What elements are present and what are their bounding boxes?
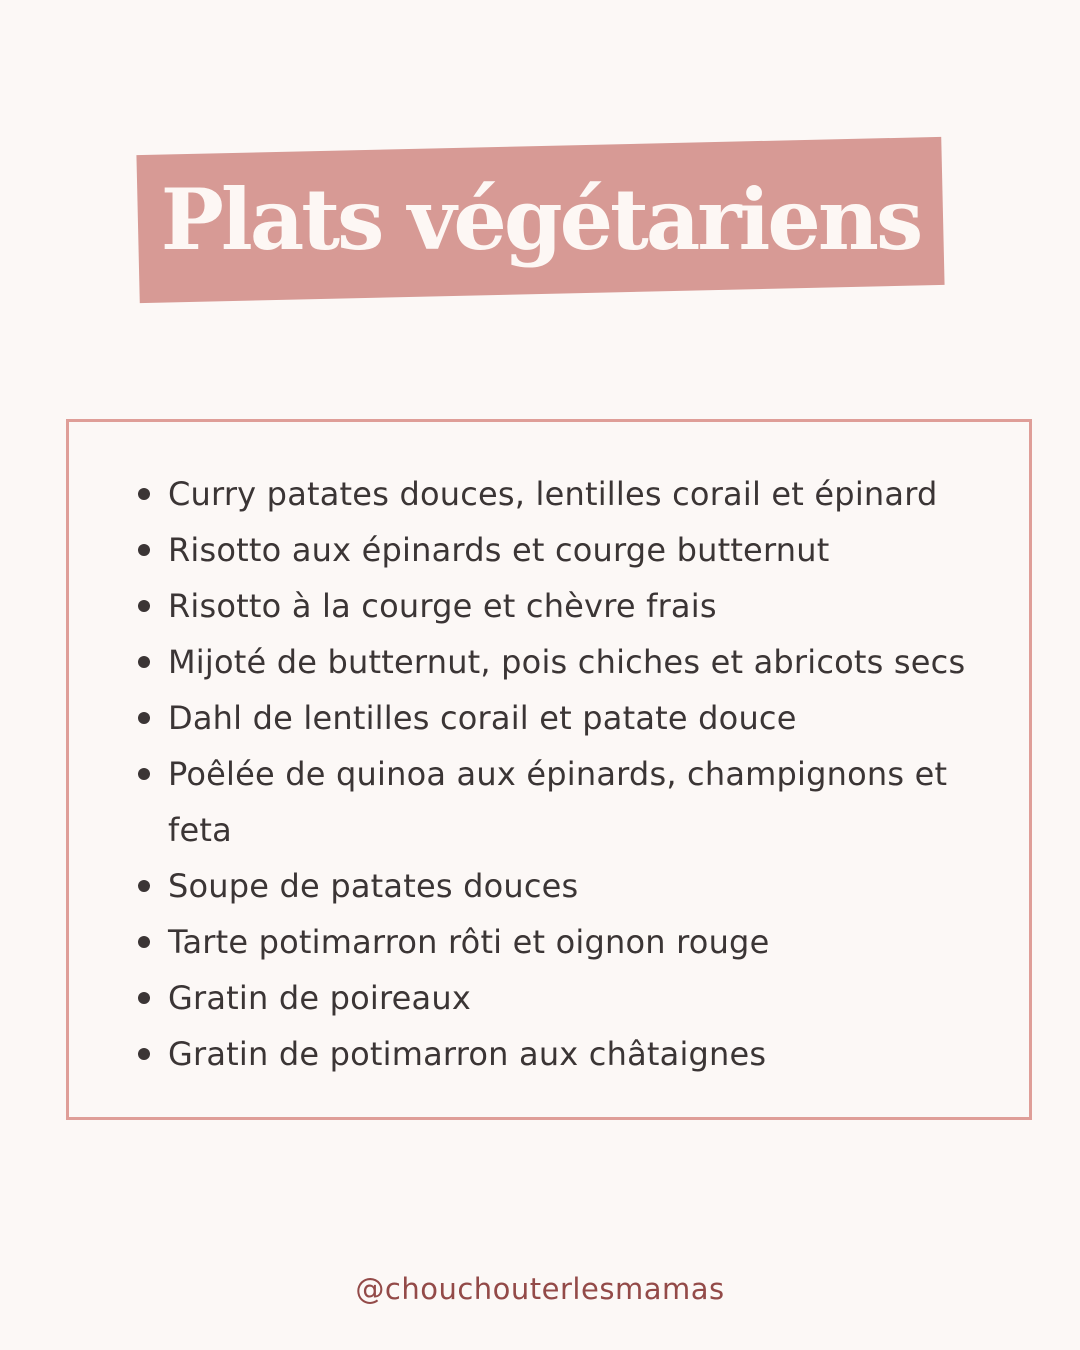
instagram-handle: @chouchouterlesmamas <box>355 1272 725 1306</box>
bullet-icon <box>138 768 150 780</box>
list-item <box>130 858 1020 914</box>
list-item <box>130 522 1020 578</box>
list-item <box>130 914 1020 970</box>
list-item <box>130 746 1020 858</box>
list-item-label: Curry patates douces, lentilles corail et épinard <box>168 475 938 513</box>
recipe-list <box>130 466 1020 1082</box>
list-item <box>130 466 1020 522</box>
bullet-icon <box>138 600 150 612</box>
bullet-icon <box>138 488 150 500</box>
bullet-icon <box>138 656 150 668</box>
list-item-label: Poêlée de quinoa aux épinards, champignons et feta <box>168 755 948 849</box>
list-item-label: Risotto aux épinards et courge butternut <box>168 531 830 569</box>
list-item-label: Tarte potimarron rôti et oignon rouge <box>168 923 770 961</box>
list-item <box>130 1026 1020 1082</box>
list-item-label: Dahl de lentilles corail et patate douce <box>168 699 797 737</box>
bullet-icon <box>138 712 150 724</box>
list-item <box>130 690 1020 746</box>
bullet-icon <box>138 880 150 892</box>
bullet-icon <box>138 1048 150 1060</box>
page-title: Plats végétariens <box>160 170 921 269</box>
list-item-label: Gratin de potimarron aux châtaignes <box>168 1035 767 1073</box>
list-item-label: Mijoté de butternut, pois chiches et abricots secs <box>168 643 966 681</box>
bullet-icon <box>138 936 150 948</box>
list-item <box>130 578 1020 634</box>
bullet-icon <box>138 992 150 1004</box>
list-item <box>130 634 1020 690</box>
list-item <box>130 970 1020 1026</box>
list-item-label: Risotto à la courge et chèvre frais <box>168 587 717 625</box>
list-item-label: Soupe de patates douces <box>168 867 579 905</box>
bullet-icon <box>138 544 150 556</box>
list-item-label: Gratin de poireaux <box>168 979 471 1017</box>
